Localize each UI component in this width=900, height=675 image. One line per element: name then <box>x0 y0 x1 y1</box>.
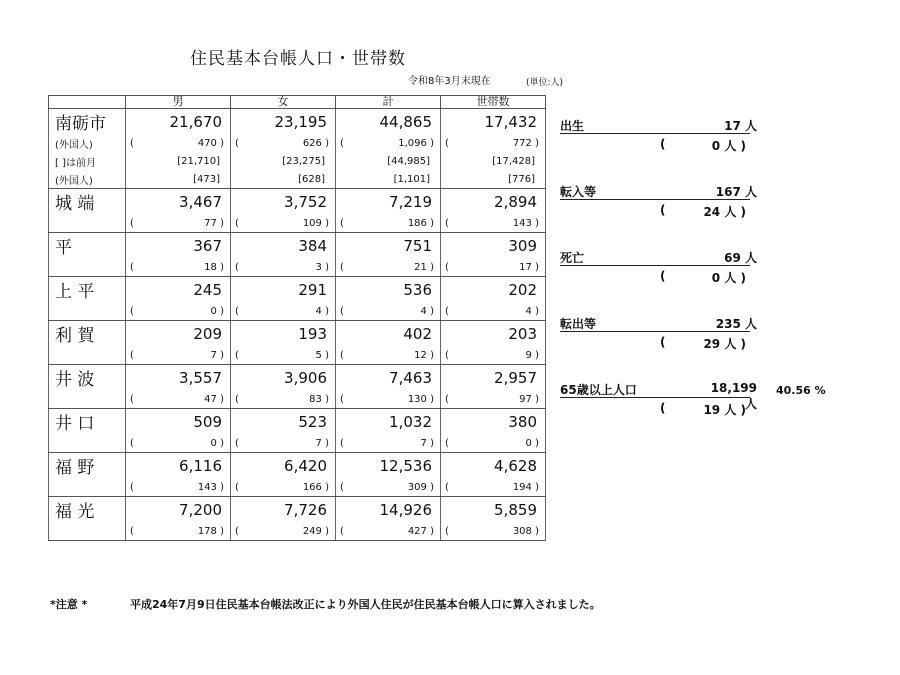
table-header-row <box>49 96 546 109</box>
district-households: 202 <box>441 277 546 303</box>
district-row <box>49 365 546 391</box>
page-title: 住民基本台帳人口・世帯数 <box>190 49 406 69</box>
district-foreign-row <box>49 302 546 321</box>
district-female: 384 <box>231 233 336 259</box>
unit-label: (単位:人) <box>526 78 564 88</box>
prev-month-row <box>49 152 546 170</box>
district-name: 平 <box>49 233 126 259</box>
district-foreign-male: ( 18 ) <box>126 258 231 277</box>
stat-label: 死亡 <box>560 249 750 266</box>
city-total-row <box>49 109 546 135</box>
district-foreign-male: ( 47 ) <box>126 390 231 409</box>
stat-label: 転出等 <box>560 315 750 332</box>
district-female: 3,752 <box>231 189 336 215</box>
district-foreign-total: ( 7 ) <box>336 434 441 453</box>
district-foreign-spacer <box>49 258 126 277</box>
district-name: 福 光 <box>49 497 126 523</box>
district-total: 1,032 <box>336 409 441 435</box>
district-foreign-households: ( 194 ) <box>441 478 546 497</box>
elderly-percentage: 40.56 % <box>776 384 826 397</box>
stat-value: 235 人 <box>715 317 757 331</box>
district-male: 6,116 <box>126 453 231 479</box>
district-total: 14,926 <box>336 497 441 523</box>
district-foreign-female: ( 109 ) <box>231 214 336 233</box>
district-row <box>49 233 546 259</box>
district-male: 3,467 <box>126 189 231 215</box>
footnote <box>50 596 601 612</box>
district-total: 536 <box>336 277 441 303</box>
city-male: 21,670 <box>126 109 231 135</box>
district-total: 402 <box>336 321 441 347</box>
district-name: 上 平 <box>49 277 126 303</box>
district-foreign-female: ( 7 ) <box>231 434 336 453</box>
district-female: 7,726 <box>231 497 336 523</box>
city-female: 23,195 <box>231 109 336 135</box>
as-of-date: 令和8年3月末現在 <box>408 76 491 87</box>
stat-value: 17 人 <box>724 119 757 133</box>
district-foreign-total: ( 186 ) <box>336 214 441 233</box>
district-name: 福 野 <box>49 453 126 479</box>
district-foreign-male: ( 77 ) <box>126 214 231 233</box>
district-foreign-households: ( 97 ) <box>441 390 546 409</box>
district-male: 209 <box>126 321 231 347</box>
city-foreign-row <box>49 134 546 152</box>
district-foreign-male: ( 0 ) <box>126 434 231 453</box>
district-foreign-total: ( 21 ) <box>336 258 441 277</box>
prev-foreign-label: (外国人) <box>49 170 126 189</box>
stat-label: 転入等 <box>560 183 750 200</box>
prev-female: [23,275] <box>231 152 336 170</box>
district-foreign-row <box>49 434 546 453</box>
district-male: 3,557 <box>126 365 231 391</box>
footnote-label: *注意 * <box>50 598 88 611</box>
city-name: 南砺市 <box>49 109 126 135</box>
district-foreign-row <box>49 214 546 233</box>
district-foreign-row <box>49 522 546 541</box>
prev-foreign-row <box>49 170 546 189</box>
prev-month-label: [ ]は前月 <box>49 152 126 170</box>
foreign-label: (外国人) <box>49 134 126 152</box>
district-name: 井 波 <box>49 365 126 391</box>
stat-value: 167 人 <box>715 185 757 199</box>
district-foreign-households: ( 17 ) <box>441 258 546 277</box>
district-row <box>49 409 546 435</box>
district-female: 193 <box>231 321 336 347</box>
district-foreign-spacer <box>49 434 126 453</box>
district-foreign-spacer <box>49 214 126 233</box>
district-foreign-spacer <box>49 390 126 409</box>
stat-label: 出生 <box>560 117 750 134</box>
district-name: 城 端 <box>49 189 126 215</box>
district-foreign-row <box>49 390 546 409</box>
district-foreign-households: ( 0 ) <box>441 434 546 453</box>
district-foreign-row <box>49 478 546 497</box>
district-foreign-female: ( 83 ) <box>231 390 336 409</box>
prev-foreign-male: [473] <box>126 170 231 189</box>
district-foreign-households: ( 143 ) <box>441 214 546 233</box>
city-total: 44,865 <box>336 109 441 135</box>
district-foreign-male: ( 0 ) <box>126 302 231 321</box>
district-male: 7,200 <box>126 497 231 523</box>
district-foreign-total: ( 309 ) <box>336 478 441 497</box>
district-total: 751 <box>336 233 441 259</box>
city-foreign-male: ( 470 ) <box>126 134 231 152</box>
district-foreign-total: ( 4 ) <box>336 302 441 321</box>
district-name: 井 口 <box>49 409 126 435</box>
city-foreign-households: ( 772 ) <box>441 134 546 152</box>
district-foreign-female: ( 5 ) <box>231 346 336 365</box>
district-row <box>49 277 546 303</box>
header-corner <box>49 96 126 109</box>
district-foreign-spacer <box>49 302 126 321</box>
footnote-text: 平成24年7月9日住民基本台帳法改正により外国人住民が住民基本台帳人口に算入されました。 <box>130 598 601 611</box>
district-female: 3,906 <box>231 365 336 391</box>
district-foreign-spacer <box>49 522 126 541</box>
district-foreign-row <box>49 258 546 277</box>
stat-value: 69 人 <box>724 251 757 265</box>
district-foreign-male: ( 7 ) <box>126 346 231 365</box>
col-male: 男 <box>126 96 231 109</box>
district-total: 7,463 <box>336 365 441 391</box>
population-table <box>48 95 546 541</box>
district-foreign-households: ( 308 ) <box>441 522 546 541</box>
prev-male: [21,710] <box>126 152 231 170</box>
district-female: 291 <box>231 277 336 303</box>
district-foreign-row <box>49 346 546 365</box>
prev-foreign-households: [776] <box>441 170 546 189</box>
district-male: 367 <box>126 233 231 259</box>
prev-total: [44,985] <box>336 152 441 170</box>
district-row <box>49 321 546 347</box>
prev-foreign-total: [1,101] <box>336 170 441 189</box>
district-foreign-spacer <box>49 346 126 365</box>
city-foreign-female: ( 626 ) <box>231 134 336 152</box>
district-households: 203 <box>441 321 546 347</box>
district-foreign-households: ( 9 ) <box>441 346 546 365</box>
district-households: 380 <box>441 409 546 435</box>
district-foreign-households: ( 4 ) <box>441 302 546 321</box>
district-households: 309 <box>441 233 546 259</box>
district-foreign-female: ( 166 ) <box>231 478 336 497</box>
district-foreign-total: ( 427 ) <box>336 522 441 541</box>
district-male: 245 <box>126 277 231 303</box>
district-row <box>49 497 546 523</box>
district-total: 7,219 <box>336 189 441 215</box>
col-total: 計 <box>336 96 441 109</box>
district-female: 523 <box>231 409 336 435</box>
col-female: 女 <box>231 96 336 109</box>
district-foreign-female: ( 249 ) <box>231 522 336 541</box>
city-households: 17,432 <box>441 109 546 135</box>
stat-label: 65歳以上人口 <box>560 381 750 398</box>
city-foreign-total: ( 1,096 ) <box>336 134 441 152</box>
district-female: 6,420 <box>231 453 336 479</box>
district-foreign-total: ( 130 ) <box>336 390 441 409</box>
district-male: 509 <box>126 409 231 435</box>
district-households: 2,957 <box>441 365 546 391</box>
district-foreign-female: ( 3 ) <box>231 258 336 277</box>
col-households: 世帯数 <box>441 96 546 109</box>
district-foreign-male: ( 143 ) <box>126 478 231 497</box>
district-households: 5,859 <box>441 497 546 523</box>
district-foreign-spacer <box>49 478 126 497</box>
district-row <box>49 189 546 215</box>
district-foreign-male: ( 178 ) <box>126 522 231 541</box>
district-foreign-total: ( 12 ) <box>336 346 441 365</box>
district-foreign-female: ( 4 ) <box>231 302 336 321</box>
district-row <box>49 453 546 479</box>
district-total: 12,536 <box>336 453 441 479</box>
prev-foreign-female: [628] <box>231 170 336 189</box>
district-households: 4,628 <box>441 453 546 479</box>
prev-households: [17,428] <box>441 152 546 170</box>
stat-value: 18,199 人 <box>710 381 757 411</box>
district-name: 利 賀 <box>49 321 126 347</box>
district-households: 2,894 <box>441 189 546 215</box>
